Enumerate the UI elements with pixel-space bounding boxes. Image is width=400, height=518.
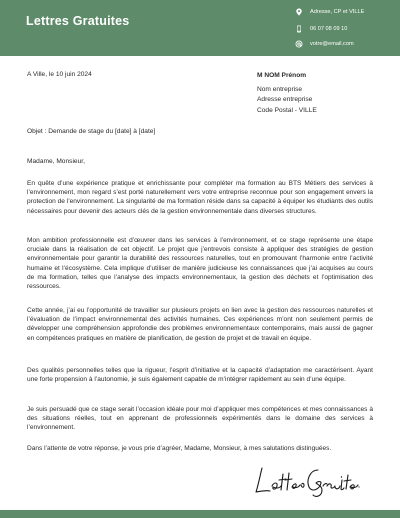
recipient-company: Nom entreprise: [257, 86, 303, 94]
recipient-block: [257, 71, 317, 116]
location-pin-icon: [295, 8, 303, 16]
phone-icon: [295, 25, 303, 33]
recipient-address: Adresse entreprise: [257, 96, 313, 104]
body-paragraph: Des qualités personnelles telles que la rigueur, l’esprit d’initiative et la capacité d’adaptation me caractérisent. Ayant une forte propension à l’autonomie, je suis également capable de m’intégrer rapidement au sein d’une équipe.: [27, 367, 373, 384]
closing-paragraph: Dans l’attente de votre réponse, je vous prie d’agréer, Madame, Monsieur, à mes salutations distinguées.: [27, 445, 332, 452]
contact-email: [295, 38, 354, 50]
header-band: [0, 0, 400, 56]
body-paragraph: Mon ambition professionnelle est d’œuvrer dans les services à l’environnement, et ce stage représente une étape cruciale dans la réalisation de cet objectif. Le projet que j’entrevois consiste à appliquer des stratégies de gestion environnementale pour garantir la durabilité des ressources naturelles, tout en promouvant l’harmonie entre l’activité humaine et l’écosystème. Cela implique d’utiliser de manière judicieuse les connaissances que j’ai acquises au cours de ma formation, telles que l’analyse des impacts environnementaux, la gestion des déchets et l’optimisation des ressources.: [27, 237, 373, 291]
brand-title: Lettres Gratuites: [26, 14, 130, 28]
contact-email-text: votre@email.com: [310, 41, 354, 47]
at-sign-icon: [295, 40, 303, 48]
salutation: Madame, Monsieur,: [27, 158, 85, 165]
body-paragraph: Je suis persuadé que ce stage serait l’occasion idéale pour moi d’appliquer mes compétences et mes connaissances à des situations réelles, tout en apprenant de professionnels expérimentés dans le domaine des services à l’environnement.: [27, 406, 373, 432]
place-date: A Ville, le 10 juin 2024: [27, 71, 92, 78]
contact-phone: [295, 23, 347, 35]
contact-address: [295, 6, 364, 18]
recipient-postal: Code Postal - VILLE: [257, 106, 317, 114]
body-paragraph: En quête d’une expérience pratique et enrichissante pour compléter ma formation au BTS Métiers des services à l’environnement, mon regard s’est porté naturellement vers votre entreprise reconnue pour son engagement envers la protection de l’environnement. La singularité de ma formation réside dans sa capacité à équiper les étudiants des outils nécessaires pour devenir des acteurs clés de la gestion environnementale dans diverses structures.: [27, 180, 373, 215]
footer-band: [0, 510, 400, 518]
recipient-name: M NOM Prénom: [257, 72, 307, 79]
handwritten-signature: [252, 460, 362, 500]
contact-address-text: Adresse, CP et VILLE: [310, 9, 365, 15]
letter-object: Objet : Demande de stage du [date] à [date]: [27, 128, 156, 135]
contact-phone-text: 06 07 08 09 10: [310, 26, 348, 32]
body-paragraph: Cette année, j’ai eu l’opportunité de travailler sur plusieurs projets en lien avec la gestion des ressources naturelles et l’évaluation de l’impact environnemental des activités humaines. Ces expériences m’ont non seulement permis de développer une compréhension approfondie des problèmes environnementaux contemporains, mais aussi de gagner en compétences pratiques en matière de planification, de gestion de projet et de travail en équipe.: [27, 307, 373, 342]
